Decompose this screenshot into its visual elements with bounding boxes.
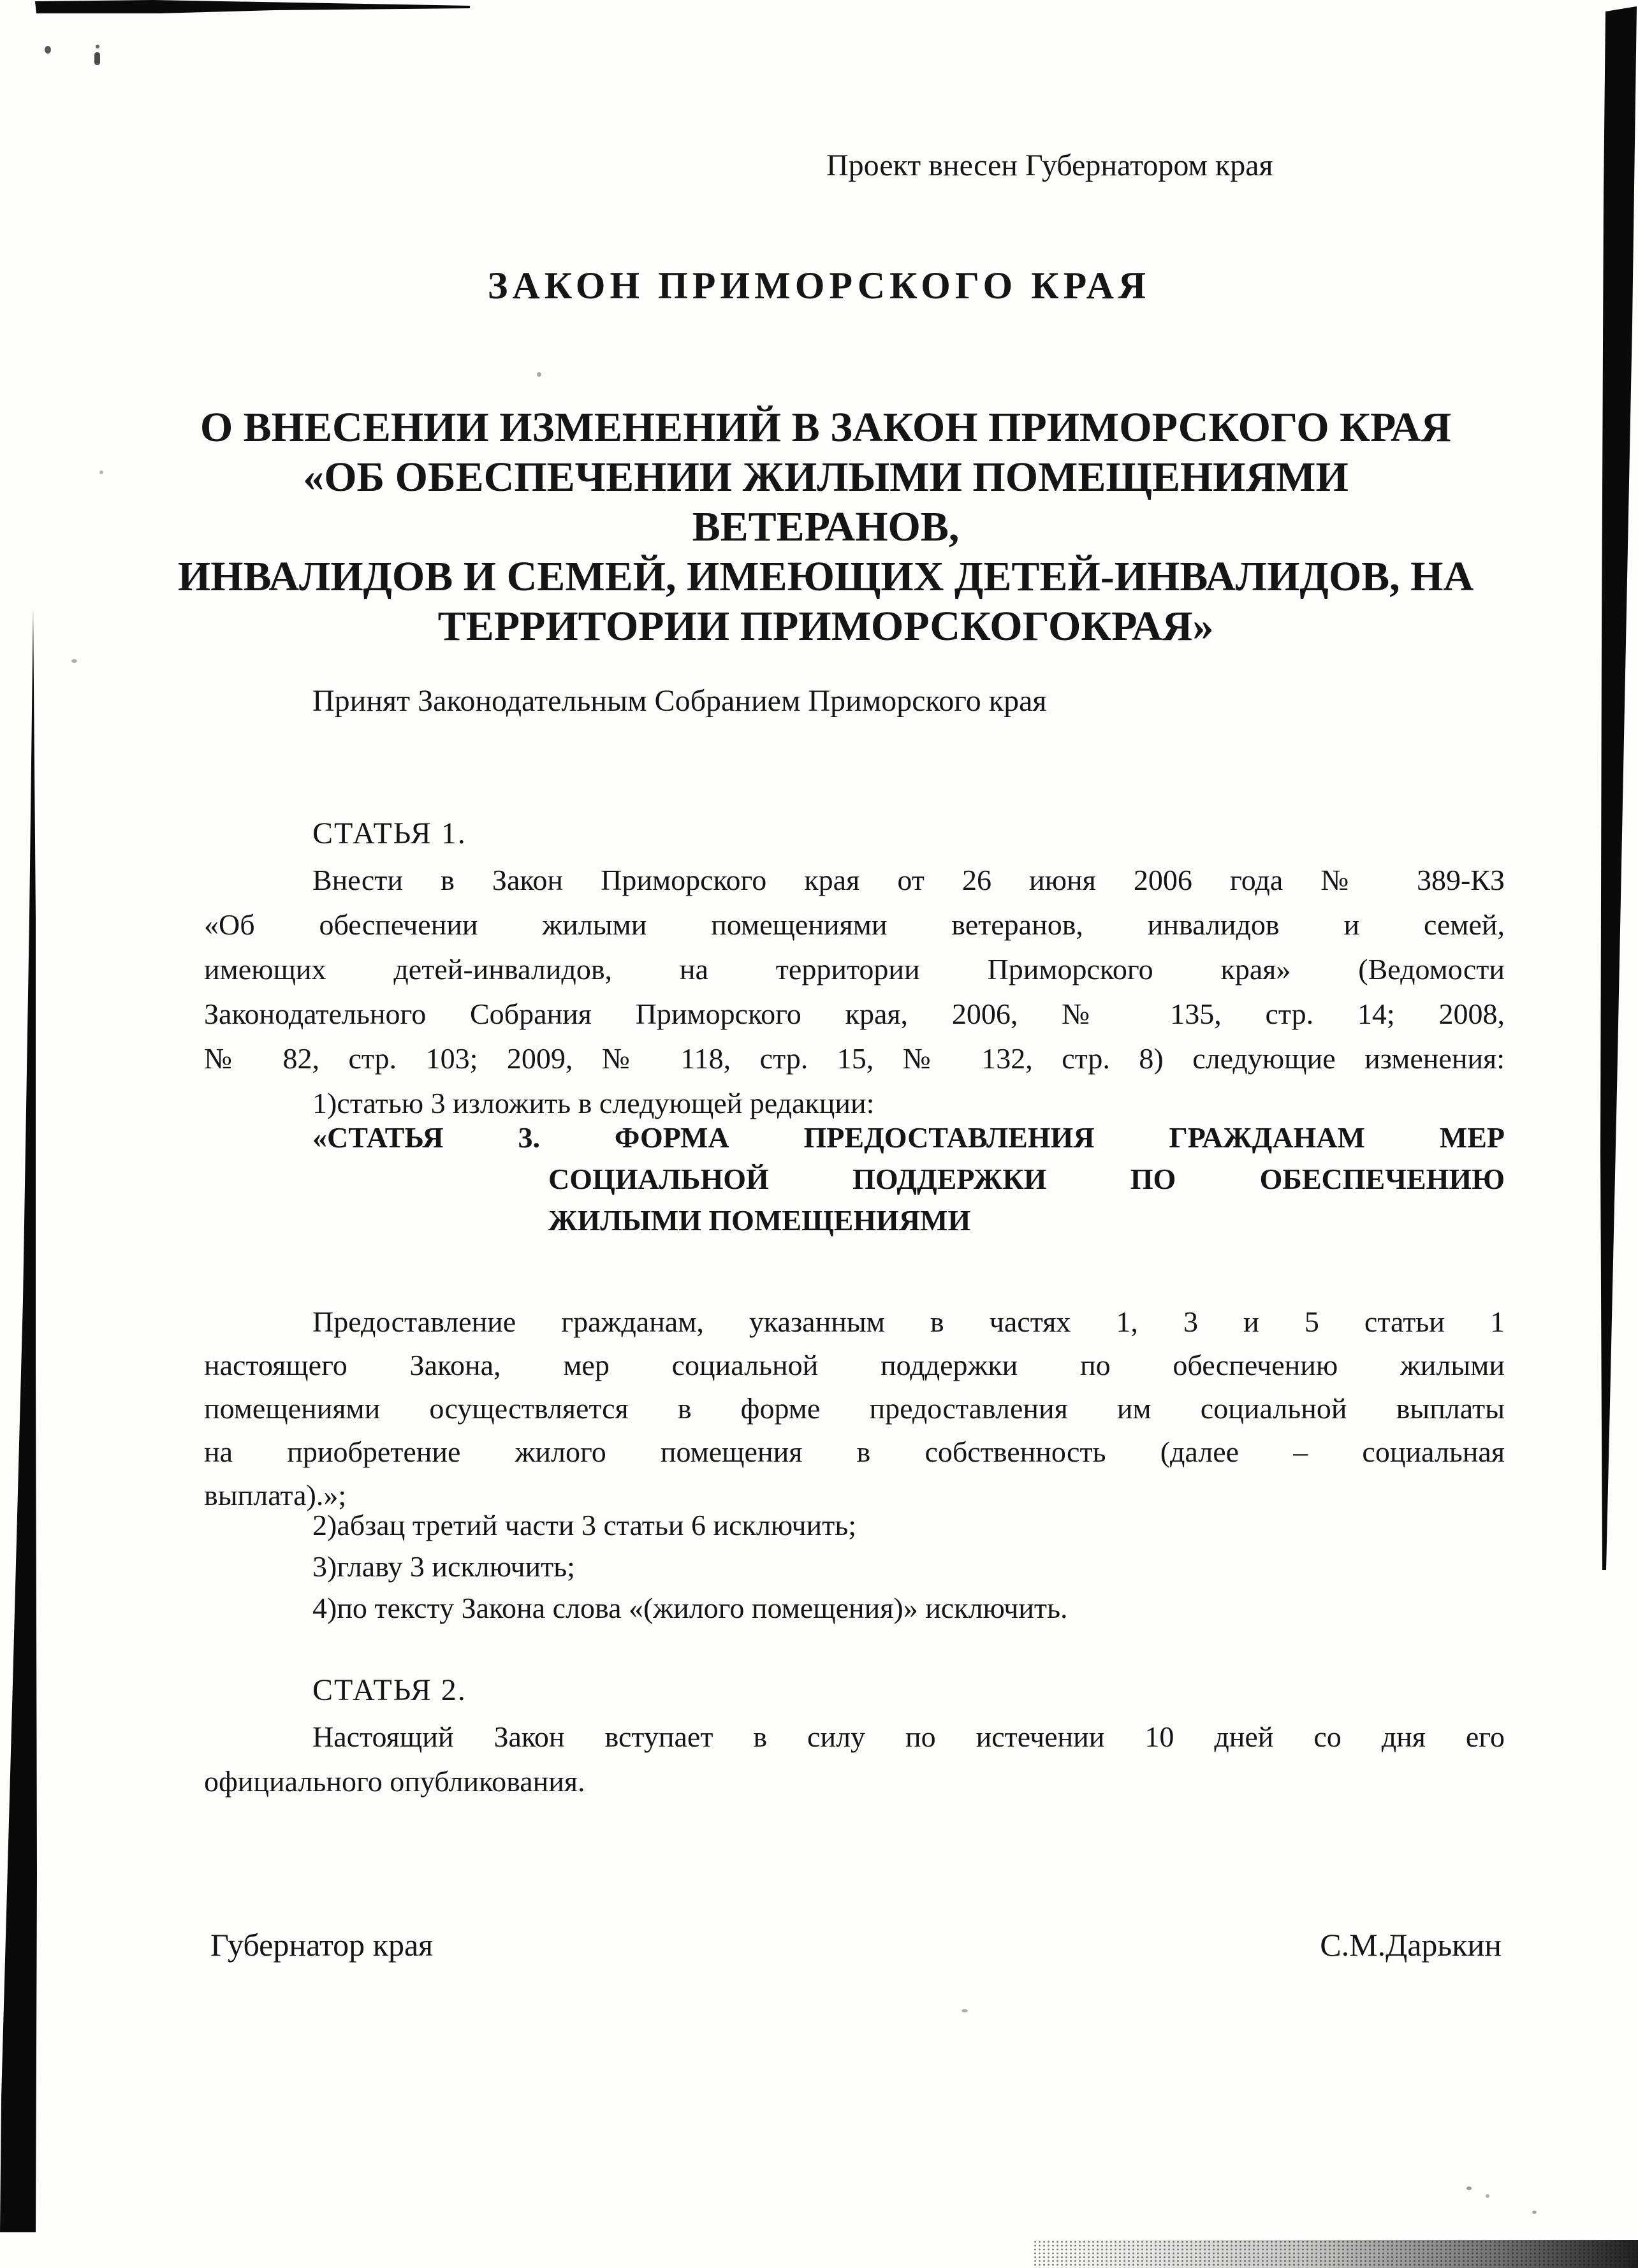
paragraph-line: № 82, стр. 103; 2009, № 118, стр. 15, № 132, стр. 8) следующие изменения: (204, 1042, 1505, 1075)
paragraph-line: выплата).»; (204, 1479, 347, 1511)
scan-speck (45, 46, 51, 54)
article-2-heading: СТАТЬЯ 2. (312, 1673, 467, 1707)
scan-artifact-top-streak (0, 0, 510, 19)
paragraph-line: имеющих детей-инвалидов, на территории Приморского края» (Ведомости (204, 953, 1505, 985)
amended-article-3-paragraph (204, 1300, 1505, 1517)
project-submitted-note: Проект внесен Губернатором края (826, 149, 1273, 182)
scan-artifact-right-bar (1594, 5, 1638, 1580)
scan-speck (537, 372, 541, 377)
paragraph-line: на приобретение жилого помещения в собственность (далее – социальная (204, 1436, 1505, 1468)
heading-line: ЖИЛЫМИ ПОМЕЩЕНИЯМИ (548, 1204, 971, 1237)
heading-line: «СТАТЬЯ 3. ФОРМА ПРЕДОСТАВЛЕНИЯ ГРАЖДАНАМ МЕР (312, 1121, 1505, 1154)
paragraph-line: Законодательного Собрания Приморского края, 2006, № 135, стр. 14; 2008, (204, 998, 1505, 1030)
paragraph-line: Предоставление гражданам, указанным в частях 1, 3 и 5 статьи 1 (312, 1305, 1505, 1338)
law-title-block (175, 403, 1476, 651)
scan-speck (1532, 2211, 1537, 2214)
law-title-line: «ОБ ОБЕСПЕЧЕНИИ ЖИЛЫМИ ПОМЕЩЕНИЯМИ ВЕТЕРАНОВ, (303, 454, 1349, 550)
article-1-paragraph (204, 858, 1505, 1126)
scan-speck (1466, 2186, 1472, 2190)
scan-speck (1486, 2194, 1489, 2198)
paragraph-line: Настоящий Закон вступает в силу по истечении 10 дней со дня его (312, 1720, 1505, 1753)
law-heading: ЗАКОН ПРИМОРСКОГО КРАЯ (487, 265, 1151, 307)
paragraph-line: 1)статью 3 изложить в следующей редакции: (312, 1087, 875, 1119)
law-title-line: ИНВАЛИДОВ И СЕМЕЙ, ИМЕЮЩИХ ДЕТЕЙ-ИНВАЛИДОВ, НА (177, 553, 1474, 600)
signature-row (210, 1926, 1502, 1963)
signature-position: Губернатор края (210, 1927, 434, 1963)
law-title-line: О ВНЕСЕНИИ ИЗМЕНЕНИЙ В ЗАКОН ПРИМОРСКОГО КРАЯ (200, 404, 1452, 451)
scan-speck (962, 2009, 968, 2012)
amendment-item: 4)по тексту Закона слова «(жилого помещения)» исключить. (312, 1592, 1068, 1624)
paragraph-line: помещениями осуществляется в форме предоставления им социальной выплаты (204, 1392, 1505, 1425)
amendment-items-list (312, 1504, 1505, 1629)
law-title-line: ТЕРРИТОРИИ ПРИМОРСКОГОКРАЯ» (437, 603, 1214, 650)
amendment-item: 2)абзац третий части 3 статьи 6 исключить; (312, 1509, 857, 1541)
paragraph-line: официального опубликования. (204, 1765, 585, 1798)
paragraph-line: настоящего Закона, мер социальной поддержки по обеспечению жилыми (204, 1349, 1505, 1381)
amendment-item: 3)главу 3 исключить; (312, 1550, 575, 1583)
article-2-paragraph (204, 1715, 1505, 1804)
paragraph-line: Внести в Закон Приморского края от 26 июня 2006 года № 389-КЗ (312, 864, 1505, 896)
signature-name: С.М.Дарькин (1320, 1927, 1502, 1963)
scan-speck (71, 659, 77, 663)
scan-speck (96, 45, 99, 48)
paragraph-line: «Об обеспечении жилыми помещениями ветеранов, инвалидов и семей, (204, 908, 1505, 941)
amended-article-3-heading (204, 1117, 1505, 1241)
article-1-heading: СТАТЬЯ 1. (312, 817, 467, 850)
scan-artifact-bottom-speckle (1033, 2240, 1638, 2268)
adopted-by-line: Принят Законодательным Собранием Приморского края (312, 684, 1047, 718)
heading-line: СОЦИАЛЬНОЙ ПОДДЕРЖКИ ПО ОБЕСПЕЧЕНИЮ (548, 1163, 1505, 1195)
scan-speck (99, 470, 103, 474)
scan-speck (94, 52, 100, 65)
scan-artifact-left-bar (0, 599, 45, 2237)
